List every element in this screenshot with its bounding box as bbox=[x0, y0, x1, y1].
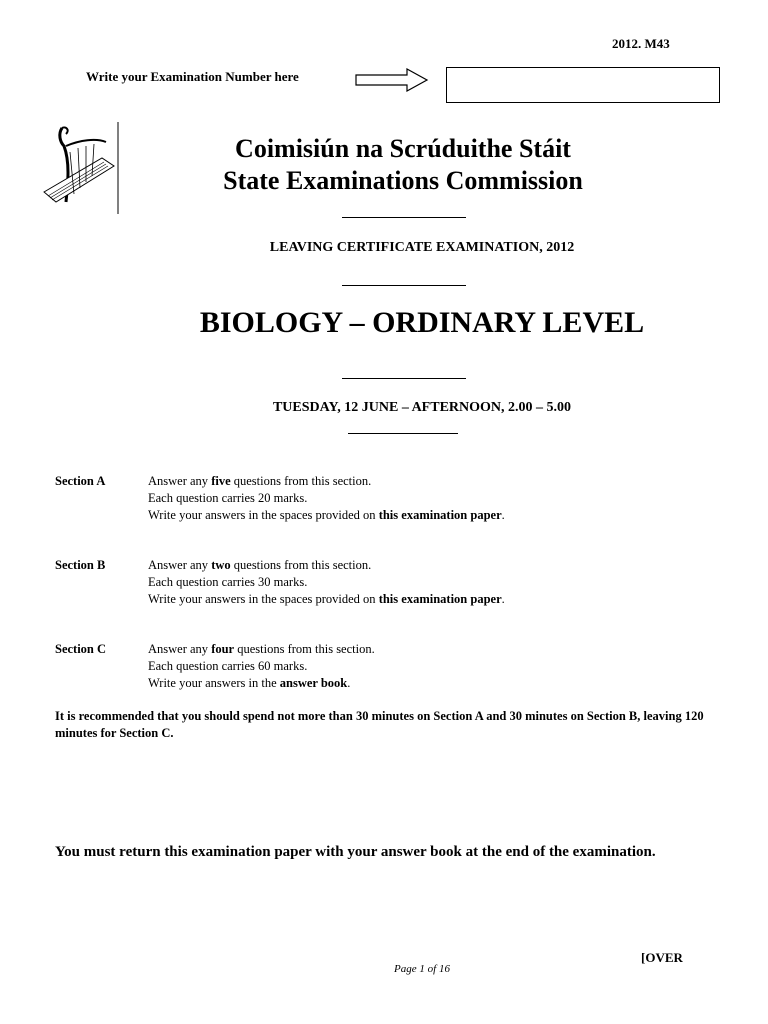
section-instruction: Answer any four questions from this section. bbox=[148, 642, 375, 656]
subject-title: BIOLOGY – ORDINARY LEVEL bbox=[199, 306, 645, 339]
section-marks: Each question carries 30 marks. bbox=[148, 575, 308, 589]
section-answer-location: Write your answers in the answer book. bbox=[148, 676, 351, 690]
exam-number-label: Write your Examination Number here bbox=[86, 69, 299, 84]
section-instruction: Answer any five questions from this section. bbox=[148, 474, 372, 488]
exam-name: LEAVING CERTIFICATE EXAMINATION, 2012 bbox=[269, 240, 575, 255]
time-recommendation: It is recommended that you should spend not more than 30 minutes on Section A and 30 minutes on Section B, leaving 120 minutes for Section C. bbox=[55, 709, 704, 740]
commission-title-english: State Examinations Commission bbox=[223, 166, 583, 195]
commission-title-irish: Coimisiún na Scrúduithe Stáit bbox=[235, 134, 571, 163]
section-marks: Each question carries 60 marks. bbox=[148, 659, 308, 673]
divider bbox=[348, 433, 458, 434]
page-number: Page 1 of 16 bbox=[394, 963, 450, 975]
exam-number-input[interactable] bbox=[446, 67, 720, 103]
paper-code: 2012. M43 bbox=[612, 36, 670, 51]
divider bbox=[342, 378, 466, 379]
return-notice: You must return this examination paper with your answer book at the end of the examination. bbox=[55, 844, 656, 860]
exam-datetime: TUESDAY, 12 JUNE – AFTERNOON, 2.00 – 5.00 bbox=[272, 400, 572, 415]
divider bbox=[342, 285, 466, 286]
section-name: Section C bbox=[55, 642, 107, 656]
section-instruction: Answer any two questions from this section. bbox=[148, 558, 372, 572]
title-block bbox=[0, 133, 768, 197]
arrow-right-icon bbox=[355, 68, 429, 92]
divider bbox=[342, 217, 466, 218]
over-label: [OVER bbox=[641, 950, 683, 965]
section-answer-location: Write your answers in the spaces provided on this examination paper. bbox=[148, 508, 505, 522]
section-name: Section A bbox=[55, 474, 106, 488]
section-marks: Each question carries 20 marks. bbox=[148, 491, 308, 505]
section-name: Section B bbox=[55, 558, 106, 572]
section-answer-location: Write your answers in the spaces provided on this examination paper. bbox=[148, 592, 505, 606]
